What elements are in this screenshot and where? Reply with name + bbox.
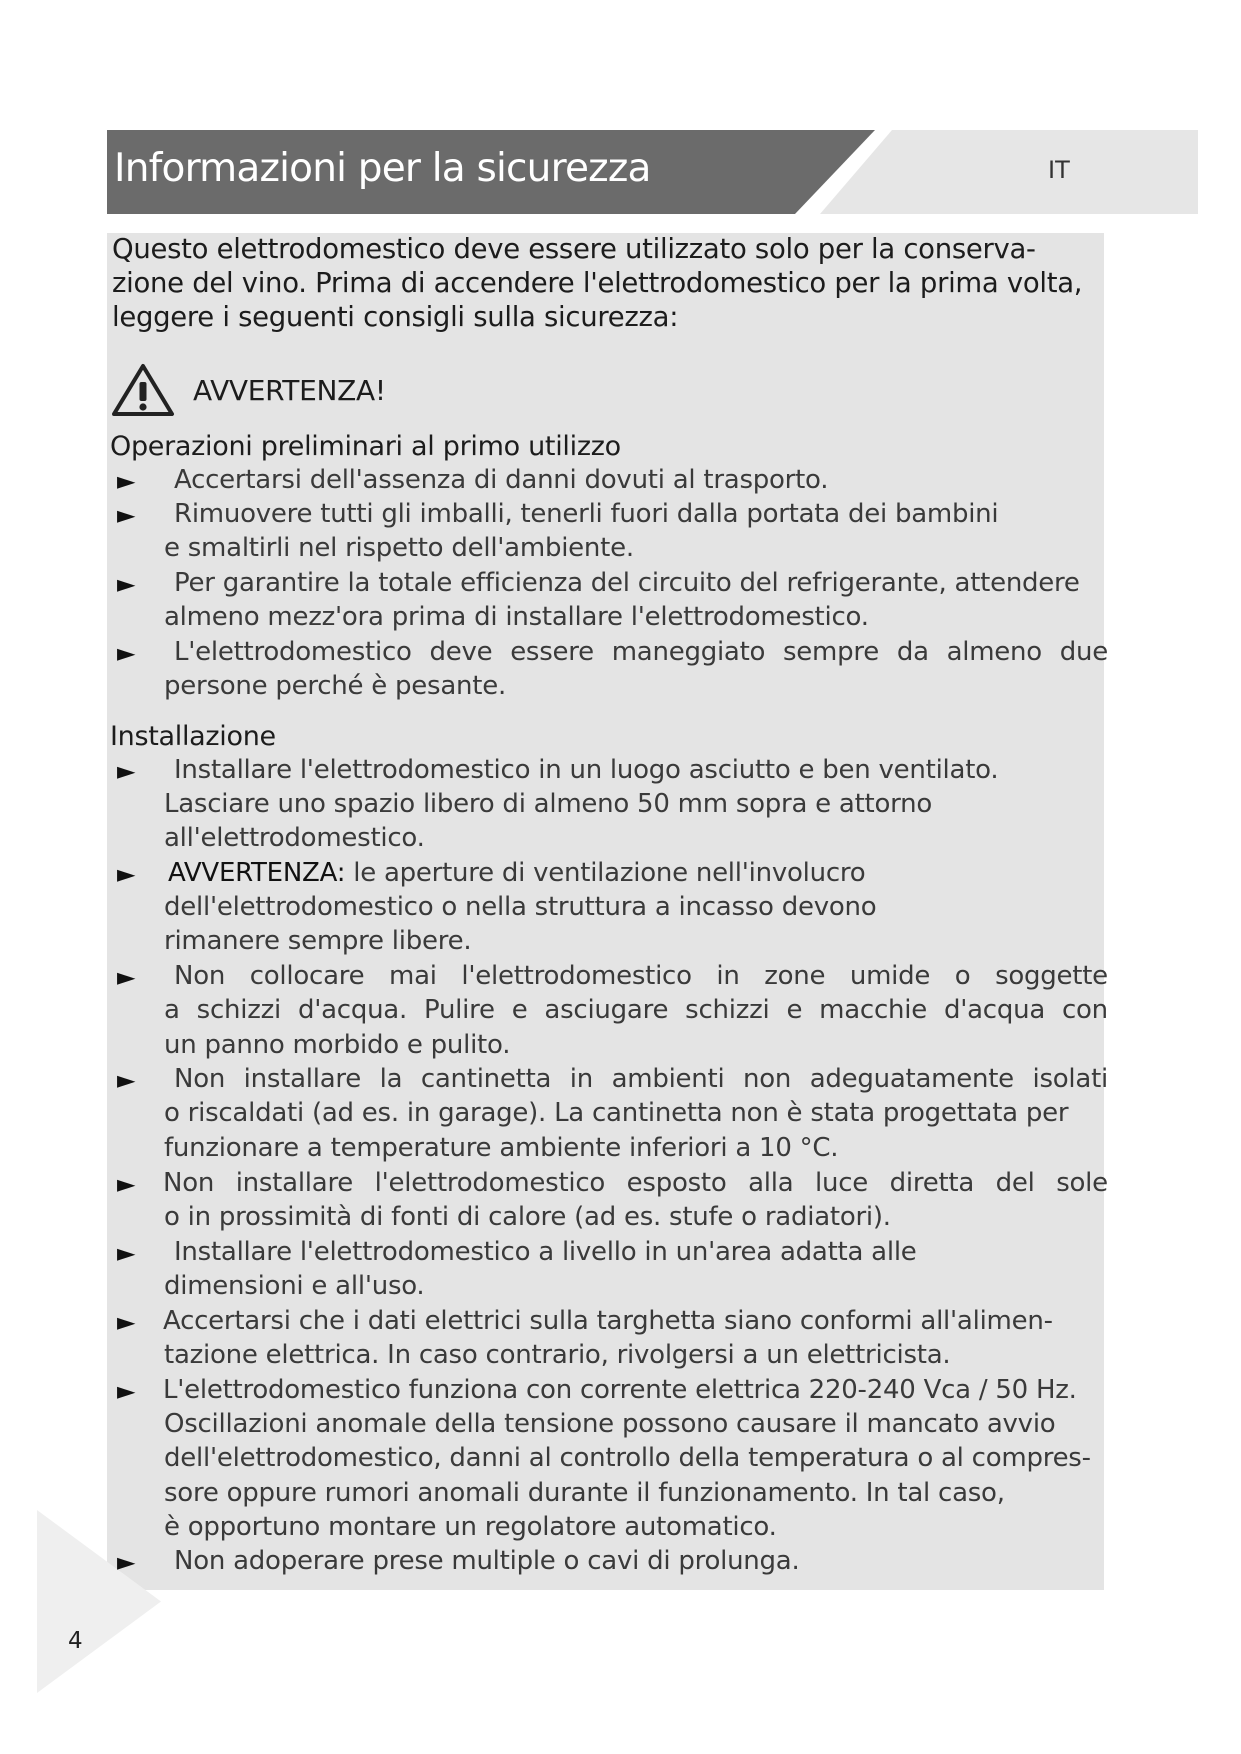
bullet-text-line xyxy=(168,858,865,888)
bullet-text-line: dell'elettrodomestico, danni al controllo della temperatura o al compres- xyxy=(164,1443,1091,1473)
bullet-text-line: un panno morbido e pulito. xyxy=(164,1030,511,1060)
bullet-arrow-icon: ► xyxy=(117,1377,136,1405)
bullet-text-line-justified: a schizzi d'acqua. Pulire e asciugare schizzi e macchie d'acqua con xyxy=(164,995,1108,1025)
bullet-text-line: o in prossimità di fonti di calore (ad es. stufe o radiatori). xyxy=(164,1202,891,1232)
bullet-text-line: Non adoperare prese multiple o cavi di prolunga. xyxy=(174,1546,800,1576)
intro-line: leggere i seguenti consigli sulla sicurezza: xyxy=(112,301,679,333)
section-heading: Operazioni preliminari al primo utilizzo xyxy=(110,431,621,462)
page-title: Informazioni per la sicurezza xyxy=(114,146,651,191)
bullet-text-line: rimanere sempre libere. xyxy=(164,926,472,956)
bullet-arrow-icon: ► xyxy=(117,1548,136,1576)
bullet-arrow-icon: ► xyxy=(117,467,136,495)
bullet-text-line-justified: Non collocare mai l'elettrodomestico in zone umide o soggette xyxy=(174,961,1108,991)
bullet-text-line: persone perché è pesante. xyxy=(164,671,506,701)
bullet-text-line: Rimuovere tutti gli imballi, tenerli fuori dalla portata dei bambini xyxy=(174,499,999,529)
section-heading: Installazione xyxy=(110,721,276,752)
intro-line: Questo elettrodomestico deve essere utilizzato solo per la conserva- xyxy=(112,233,1036,265)
bullet-text-line: Installare l'elettrodomestico in un luogo asciutto e ben ventilato. xyxy=(174,755,999,785)
bullet-text-line: funzionare a temperature ambiente inferiori a 10 °C. xyxy=(164,1133,839,1163)
bullet-text-line: e smaltirli nel rispetto dell'ambiente. xyxy=(164,533,634,563)
bullet-arrow-icon: ► xyxy=(117,1066,136,1094)
bullet-arrow-icon: ► xyxy=(117,1308,136,1336)
bullet-text-line: sore oppure rumori anomali durante il funzionamento. In tal caso, xyxy=(164,1478,1005,1508)
bullet-arrow-icon: ► xyxy=(117,570,136,598)
bullet-arrow-icon: ► xyxy=(117,501,136,529)
bullet-text-line: è opportuno montare un regolatore automatico. xyxy=(164,1512,777,1542)
bullet-arrow-icon: ► xyxy=(117,963,136,991)
bullet-arrow-icon: ► xyxy=(117,639,136,667)
bullet-text-line: all'elettrodomestico. xyxy=(164,823,425,853)
warning-label: AVVERTENZA! xyxy=(193,374,386,407)
page-number: 4 xyxy=(68,1628,83,1654)
warning-triangle-icon xyxy=(110,362,176,420)
bullet-text-line: dimensioni e all'uso. xyxy=(164,1271,425,1301)
bullet-text-line-justified: Non installare la cantinetta in ambienti non adeguatamente isolati xyxy=(174,1064,1108,1094)
bullet-arrow-icon: ► xyxy=(117,1239,136,1267)
bullet-text-line: Accertarsi dell'assenza di danni dovuti al trasporto. xyxy=(174,465,829,495)
bullet-text-line: Lasciare uno spazio libero di almeno 50 mm sopra e attorno xyxy=(164,789,933,819)
warning-inline-label: AVVERTENZA: xyxy=(168,858,346,888)
language-code: IT xyxy=(1048,156,1070,184)
bullet-text-line: L'elettrodomestico funziona con corrente elettrica 220-240 Vca / 50 Hz. xyxy=(163,1375,1077,1405)
bullet-text-line: dell'elettrodomestico o nella struttura a incasso devono xyxy=(164,892,877,922)
bullet-arrow-icon: ► xyxy=(117,757,136,785)
bullet-text-line: tazione elettrica. In caso contrario, rivolgersi a un elettricista. xyxy=(164,1340,951,1370)
bullet-arrow-icon: ► xyxy=(117,1170,136,1198)
bullet-text-line-justified: L'elettrodomestico deve essere maneggiato sempre da almeno due xyxy=(174,637,1108,667)
bullet-text-line: almeno mezz'ora prima di installare l'elettrodomestico. xyxy=(164,602,869,632)
bullet-text-line: o riscaldati (ad es. in garage). La cantinetta non è stata progettata per xyxy=(164,1098,1069,1128)
bullet-text-line: Per garantire la totale efficienza del circuito del refrigerante, attendere xyxy=(174,568,1080,598)
bullet-text-line: Oscillazioni anomale della tensione possono causare il mancato avvio xyxy=(164,1409,1056,1439)
bullet-text-line: Installare l'elettrodomestico a livello in un'area adatta alle xyxy=(174,1237,917,1267)
bullet-text-line: Accertarsi che i dati elettrici sulla targhetta siano conformi all'alimen- xyxy=(163,1306,1053,1336)
bullet-text: le aperture di ventilazione nell'involucro xyxy=(345,858,866,888)
header-bar-light xyxy=(820,130,1198,214)
intro-line: zione del vino. Prima di accendere l'elettrodomestico per la prima volta, xyxy=(112,267,1083,299)
bullet-arrow-icon: ► xyxy=(117,860,136,888)
bullet-text-line-justified: Non installare l'elettrodomestico esposto alla luce diretta del sole xyxy=(163,1168,1108,1198)
